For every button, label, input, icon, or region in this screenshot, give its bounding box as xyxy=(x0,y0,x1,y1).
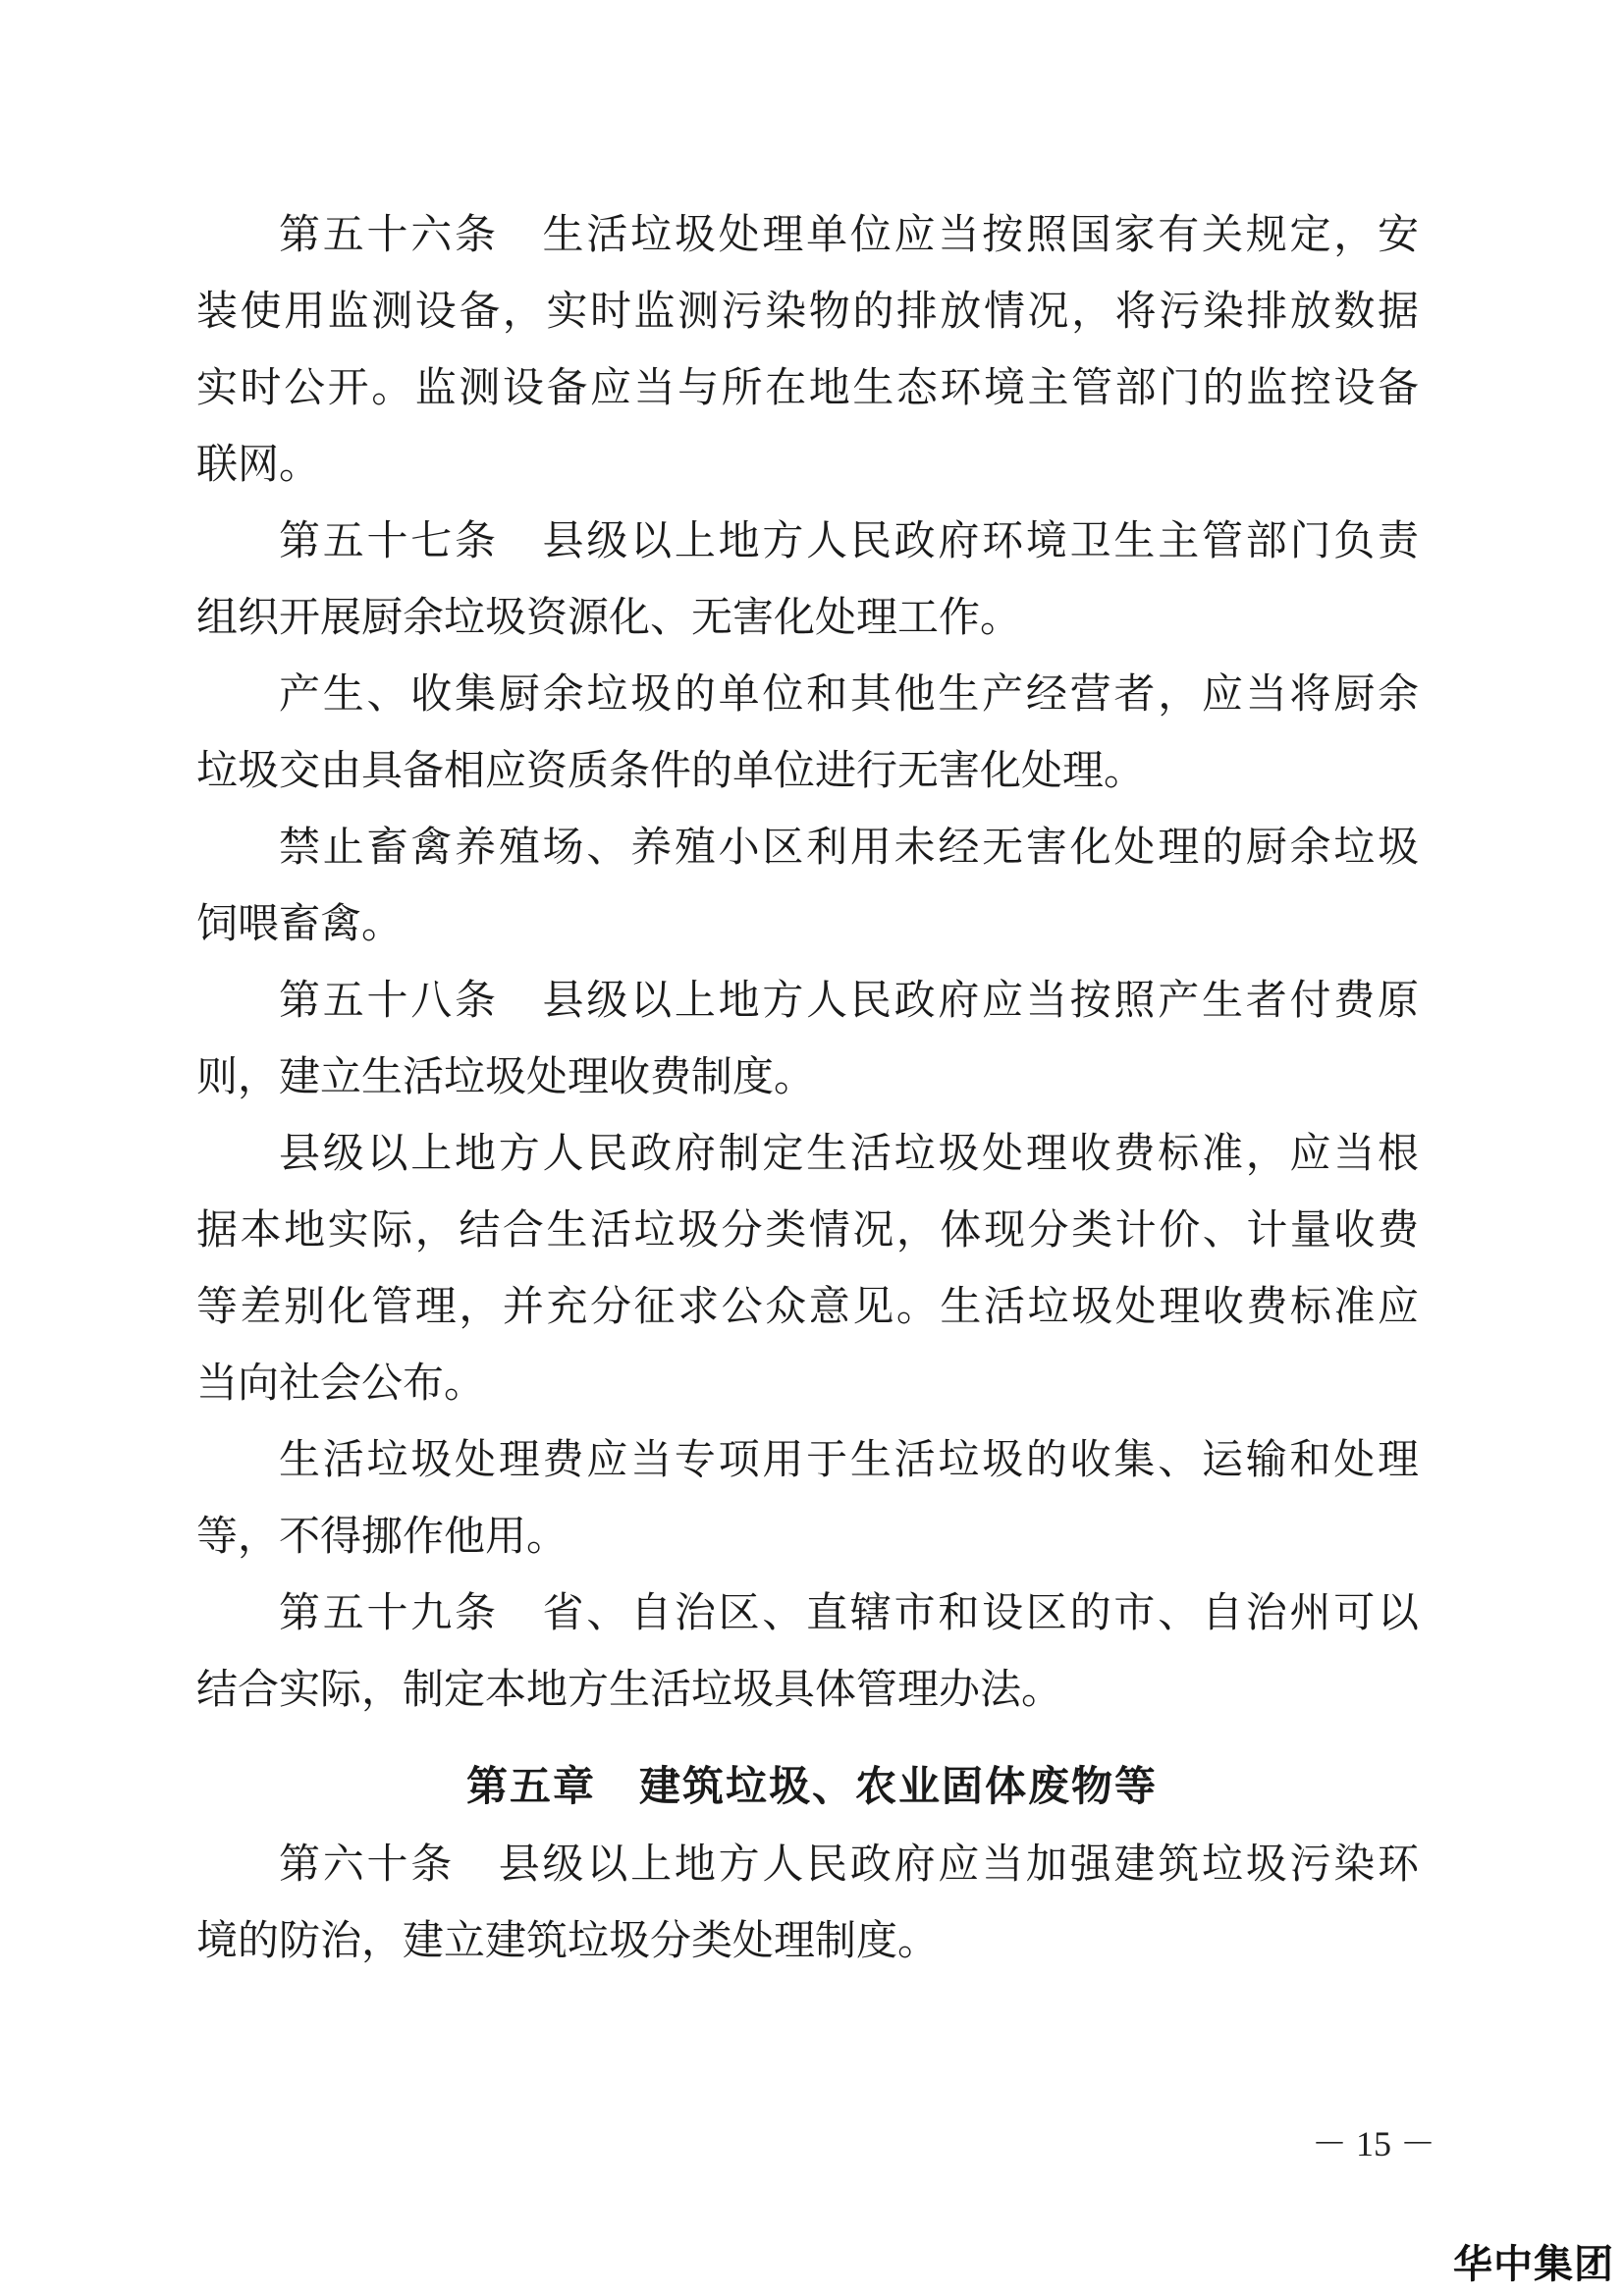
text-line: 第五十九条 省、自治区、直辖市和设区的市、自治州可以 xyxy=(279,1588,1419,1636)
text-line: 第五十八条 县级以上地方人民政府应当按照产生者付费原 xyxy=(279,976,1419,1024)
text-line: 禁止畜禽养殖场、养殖小区利用未经无害化处理的厨余垃圾 xyxy=(279,823,1419,871)
text-line: 产生、收集厨余垃圾的单位和其他生产经营者，应当将厨余 xyxy=(279,669,1419,718)
chapter-heading: 第五章 建筑垃圾、农业固体废物等 xyxy=(465,1762,1158,1810)
text-line: 结合实际，制定本地方生活垃圾具体管理办法。 xyxy=(196,1665,1063,1713)
text-line: 第六十条 县级以上地方人民政府应当加强建筑垃圾污染环 xyxy=(279,1840,1419,1888)
text-line: 垃圾交由具备相应资质条件的单位进行无害化处理。 xyxy=(196,746,1146,794)
text-line: 实时公开。监测设备应当与所在地生态环境主管部门的监控设备 xyxy=(196,363,1419,411)
text-line: 据本地实际，结合生活垃圾分类情况，体现分类计价、计量收费 xyxy=(196,1205,1419,1254)
text-line: 联网。 xyxy=(196,440,321,488)
text-line: 装使用监测设备，实时监测污染物的排放情况，将污染排放数据 xyxy=(196,287,1419,335)
text-line: 饲喂畜禽。 xyxy=(196,899,404,947)
text-line: 第五十七条 县级以上地方人民政府环境卫生主管部门负责 xyxy=(279,516,1419,564)
text-line: 当向社会公布。 xyxy=(196,1359,486,1407)
text-line: 等，不得挪作他用。 xyxy=(196,1512,568,1560)
text-line: 第五十六条 生活垃圾处理单位应当按照国家有关规定，安 xyxy=(279,210,1419,258)
text-line: 生活垃圾处理费应当专项用于生活垃圾的收集、运输和处理 xyxy=(279,1435,1419,1483)
text-line: 等差别化管理，并充分征求公众意见。生活垃圾处理收费标准应 xyxy=(196,1282,1419,1330)
text-line: 境的防治，建立建筑垃圾分类处理制度。 xyxy=(196,1916,940,1964)
text-line: 县级以上地方人民政府制定生活垃圾处理收费标准，应当根 xyxy=(279,1129,1419,1177)
text-line: 则，建立生活垃圾处理收费制度。 xyxy=(196,1052,816,1100)
watermark-logo: 华中集团 xyxy=(1453,2242,1614,2287)
text-line: 组织开展厨余垃圾资源化、无害化处理工作。 xyxy=(196,593,1022,641)
page-number: － 15 － xyxy=(1311,2124,1435,2163)
